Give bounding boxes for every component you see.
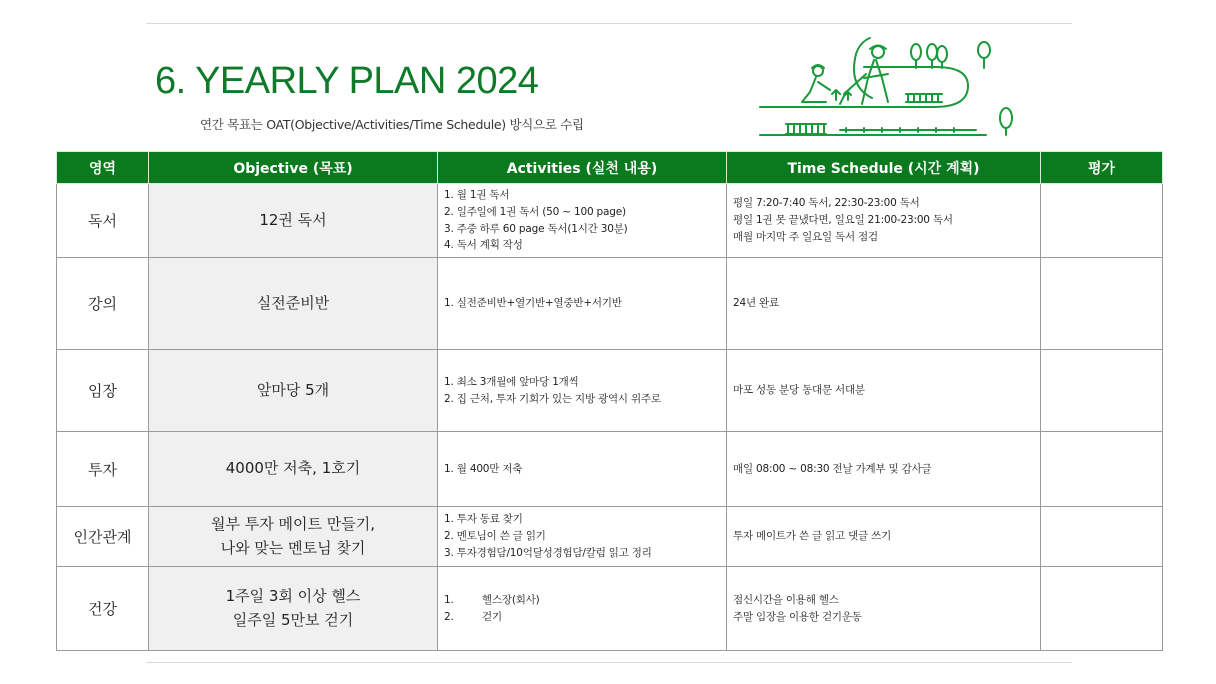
column-header-activities: Activities (실천 내용) bbox=[438, 152, 727, 184]
gardeners-planting-trees-icon bbox=[756, 34, 1026, 142]
cell-evaluation bbox=[1041, 350, 1163, 432]
top-divider bbox=[146, 23, 1072, 24]
activity-line: 1. 실전준비반+열기반+열중반+서기반 bbox=[444, 297, 622, 310]
cell-area: 독서 bbox=[57, 184, 149, 258]
objective-line: 실전준비반 bbox=[256, 293, 330, 312]
cell-activities bbox=[438, 432, 727, 507]
cell-time-schedule bbox=[727, 507, 1041, 567]
cell-time-schedule bbox=[727, 567, 1041, 651]
objective-line: 4000만 저축, 1호기 bbox=[225, 459, 361, 478]
objective-line: 월부 투자 메이트 만들기, bbox=[211, 515, 375, 534]
schedule-line: 매일 08:00 ~ 08:30 전날 가계부 및 감사글 bbox=[733, 462, 932, 475]
cell-area: 건강 bbox=[57, 567, 149, 651]
cell-area: 인간관계 bbox=[57, 507, 149, 567]
table-row bbox=[57, 432, 1163, 507]
activity-line bbox=[444, 609, 720, 626]
activity-line: 1. 투자 동료 찾기 bbox=[444, 513, 523, 526]
yearly-plan-table bbox=[56, 151, 1163, 651]
bottom-divider bbox=[146, 662, 1072, 663]
activity-line: 1. 월 1권 독서 bbox=[444, 188, 510, 201]
objective-line: 앞마당 5개 bbox=[256, 380, 330, 399]
activity-line: 3. 투자경험담/10억달성경험담/칼럼 읽고 정리 bbox=[444, 546, 652, 559]
schedule-line: 주말 임장을 이용한 걷기운동 bbox=[733, 610, 862, 623]
cell-objective bbox=[149, 567, 438, 651]
list-number: 1. bbox=[444, 593, 454, 606]
schedule-line: 평일 1권 못 끝냈다면, 일요일 21:00-23:00 독서 bbox=[733, 214, 953, 227]
activity-text: 헬스장(회사) bbox=[482, 593, 540, 606]
activity-line: 4. 독서 계획 작성 bbox=[444, 239, 523, 252]
schedule-line: 점신시간을 이용해 헬스 bbox=[733, 593, 839, 606]
cell-objective bbox=[149, 432, 438, 507]
cell-evaluation bbox=[1041, 507, 1163, 567]
cell-evaluation bbox=[1041, 567, 1163, 651]
column-header-objective: Objective (목표) bbox=[149, 152, 438, 184]
cell-activities bbox=[438, 184, 727, 258]
schedule-line: 24년 완료 bbox=[733, 297, 779, 310]
cell-objective bbox=[149, 184, 438, 258]
objective-line: 일주일 5만보 걷기 bbox=[232, 610, 354, 629]
cell-activities bbox=[438, 567, 727, 651]
cell-area: 임장 bbox=[57, 350, 149, 432]
table-header-row bbox=[57, 152, 1163, 184]
table-row bbox=[57, 350, 1163, 432]
column-header-evaluation: 평가 bbox=[1041, 152, 1163, 184]
cell-time-schedule bbox=[727, 432, 1041, 507]
cell-evaluation bbox=[1041, 184, 1163, 258]
activity-line: 2. 멘토님이 쓴 글 읽기 bbox=[444, 530, 546, 543]
schedule-line: 마포 성동 분당 동대문 서대분 bbox=[733, 384, 865, 397]
table-row bbox=[57, 507, 1163, 567]
cell-activities bbox=[438, 350, 727, 432]
cell-area: 투자 bbox=[57, 432, 149, 507]
list-number: 2. bbox=[444, 610, 454, 623]
activity-line bbox=[444, 592, 720, 609]
cell-objective bbox=[149, 350, 438, 432]
cell-activities bbox=[438, 258, 727, 350]
column-header-area: 영역 bbox=[57, 152, 149, 184]
activity-line: 2. 집 근처, 투자 기회가 있는 지방 광역시 위주로 bbox=[444, 392, 661, 405]
table-row bbox=[57, 184, 1163, 258]
cell-evaluation bbox=[1041, 258, 1163, 350]
page-subtitle: 연간 목표는 OAT(Objective/Activities/Time Schedule) 방식으로 수립 bbox=[200, 117, 584, 132]
activity-line: 1. 최소 3개월에 앞마당 1개씩 bbox=[444, 375, 579, 388]
page-title: 6. YEARLY PLAN 2024 bbox=[155, 60, 539, 102]
table-row bbox=[57, 567, 1163, 651]
cell-area: 강의 bbox=[57, 258, 149, 350]
column-header-time-schedule: Time Schedule (시간 계획) bbox=[727, 152, 1041, 184]
objective-line: 12권 독서 bbox=[259, 210, 327, 229]
cell-evaluation bbox=[1041, 432, 1163, 507]
cell-objective bbox=[149, 258, 438, 350]
activity-line: 3. 주중 하루 60 page 독서(1시간 30분) bbox=[444, 222, 628, 235]
cell-time-schedule bbox=[727, 350, 1041, 432]
activity-line: 1. 월 400만 저축 bbox=[444, 462, 523, 475]
activity-text: 걷기 bbox=[482, 610, 502, 623]
schedule-line: 매월 마지막 주 일요일 독서 점검 bbox=[733, 230, 878, 243]
schedule-line: 평일 7:20-7:40 독서, 22:30-23:00 독서 bbox=[733, 197, 920, 210]
cell-activities bbox=[438, 507, 727, 567]
cell-time-schedule bbox=[727, 184, 1041, 258]
table-row bbox=[57, 258, 1163, 350]
objective-line: 나와 맞는 멘토님 찾기 bbox=[220, 538, 366, 557]
objective-line: 1주일 3회 이상 헬스 bbox=[225, 587, 361, 606]
schedule-line: 투자 메이트가 쓴 글 읽고 댓글 쓰기 bbox=[733, 530, 892, 543]
cell-time-schedule bbox=[727, 258, 1041, 350]
cell-objective bbox=[149, 507, 438, 567]
activity-line: 2. 일주일에 1권 독서 (50 ~ 100 page) bbox=[444, 205, 626, 218]
